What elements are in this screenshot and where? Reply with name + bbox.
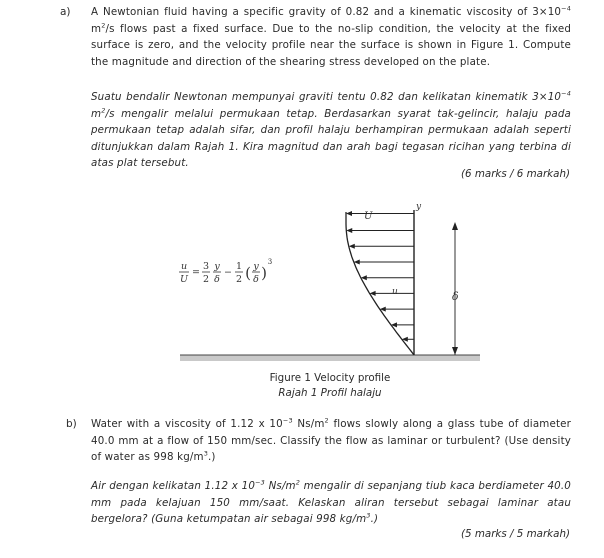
svg-text:(: ( (245, 264, 251, 282)
svg-text:y: y (253, 261, 259, 272)
figure-caption-malay: Rajah 1 Profil halaju (278, 387, 382, 399)
figure-caption-english: Figure 1 Velocity profile (269, 372, 391, 384)
y-axis-label: y (416, 202, 422, 212)
svg-text:U: U (179, 274, 189, 285)
delta-arrow-top (452, 222, 458, 230)
fixed-plate (180, 355, 480, 361)
velocity-profile-curve (346, 224, 414, 355)
question-a-malay: Suatu bendalir Newtonan mempunyai graviti tentu 0.82 dan kelikatan kinematik $3\times 10^{-4}$ $m^2/s$ mengalir melalui permukaan tetap. Berdasarkan syarat tak-gelincir, halaju pada permukaan tetap adalah sifar, dan profil halaju berhampiran permukaan adalah seperti ditunjukkan dalam Rajah 1. Kira magnitud dan arah bagi tegasan ricihan yang terbina di atas plat tersebut. (91, 89, 571, 170)
question-a-english: A Newtonian fluid having a specific gravity of 0.82 and a kinematic viscosity of $3\times 10^{-4}$ $m^2/s$ flows past a fixed surface. Due to the no-slip condition, the velocity at the fixed surface is zero, and the velocity profile near the surface is shown in Figure 1. Compute the magnitude and direction of the shearing stress developed on the plate. (91, 4, 571, 68)
velocity-arrowhead (346, 228, 352, 233)
boundary-layer-thickness-label: δ (452, 290, 459, 303)
svg-text:3: 3 (267, 258, 273, 266)
svg-text:y: y (214, 261, 220, 272)
delta-arrow-bottom (452, 347, 458, 355)
svg-text:): ) (261, 264, 267, 282)
velocity-arrowhead (346, 211, 352, 216)
svg-text:1: 1 (235, 261, 243, 272)
question-b-english: Water with a viscosity of 1.12 x $10^{-3}$ $Ns/m^2$ flows slowly along a glass tube of diameter 40.0 mm at a flow of 150 mm/sec. Classify the flow as laminar or turbulent? (Use density of water as 998 $kg/m^3$.) (91, 416, 571, 464)
question-a-marks: (6 marks / 6 markah) (461, 168, 570, 180)
svg-text:2: 2 (202, 274, 210, 285)
velocity-profile-figure (170, 200, 500, 400)
svg-text:−: − (224, 267, 232, 278)
question-b-marks: (5 marks / 5 markah) (461, 528, 570, 540)
velocity-profile-equation (179, 258, 272, 285)
question-b-label: b) (66, 418, 77, 430)
svg-text:δ: δ (253, 274, 259, 285)
question-a-label: a) (60, 6, 71, 18)
local-velocity-label: u (392, 287, 398, 297)
svg-text:δ: δ (214, 274, 220, 285)
svg-text:=: = (192, 267, 200, 278)
svg-text:3: 3 (202, 261, 210, 272)
svg-text:2: 2 (235, 274, 243, 285)
free-stream-label: U (364, 211, 373, 222)
question-b-malay: Air dengan kelikatan 1.12 x $10^{-3}$ $Ns/m^2$ mengalir di sepanjang tiub kaca berdiameter 40.0 mm pada kelajuan 150 mm/saat. Kelaskan aliran tersebut sebagai laminar atau bergelora? (Guna ketumpatan air sebagai 998 $kg/m^3$.) (91, 478, 572, 526)
svg-text:u: u (180, 261, 188, 272)
